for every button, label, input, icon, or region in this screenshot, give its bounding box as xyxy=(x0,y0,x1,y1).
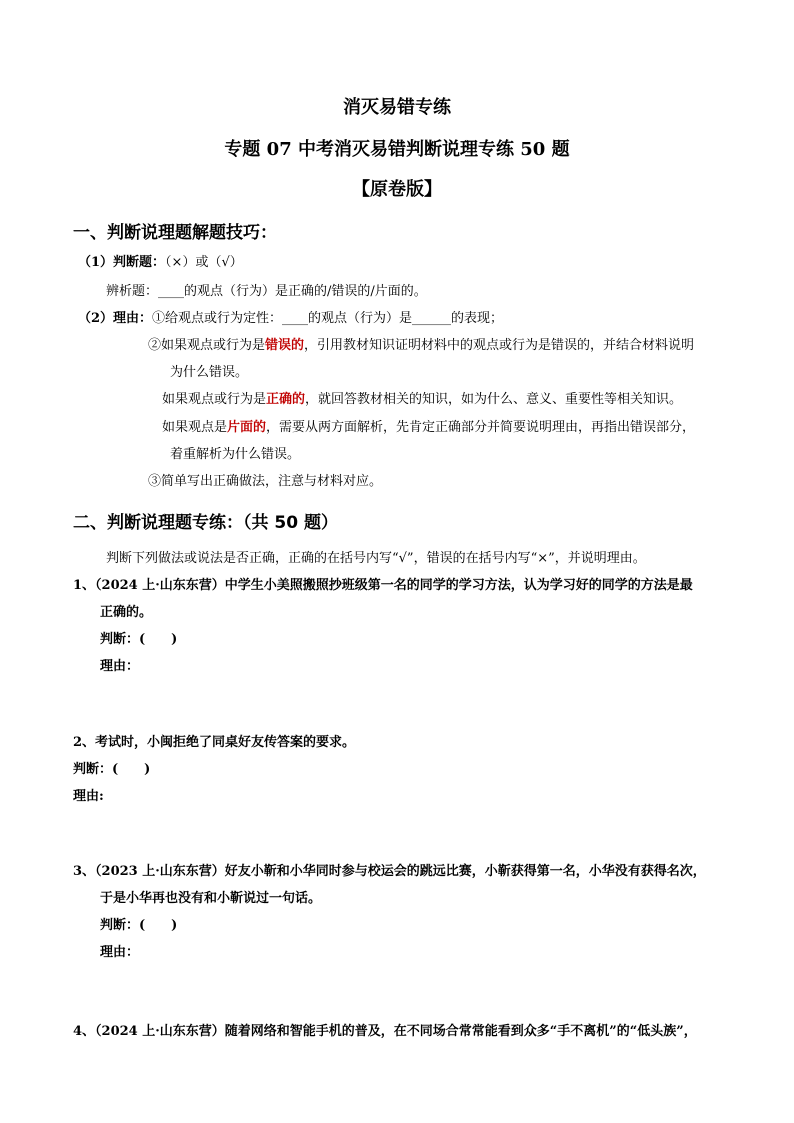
section2-heading: 二、判断说理题专练：（共 50 题） xyxy=(73,513,338,533)
doc-subtitle: 专题 07 中考消灭易错判断说理专练 50 题 xyxy=(224,139,570,160)
question-1-line1: 1、（2024 上·山东东营）中学生小美照搬照抄班级第一名的同学的学习方法，认为学习好的同学的方法是最 xyxy=(73,578,693,593)
question-3-judge: 判断：( ) xyxy=(100,918,178,933)
doc-title: 消灭易错专练 xyxy=(343,97,451,118)
section2-instruction: 判断下列做法或说法是否正确，正确的在括号内写“√”，错误的在括号内写“×”，并说明理由。 xyxy=(106,551,646,566)
s1-item2-p4 xyxy=(162,419,695,437)
p2-highlight: 错误的 xyxy=(265,338,305,353)
s1-item2-p3 xyxy=(162,391,682,409)
p3-post: ，就回答教材相关的知识，如为什么、意义、重要性等相关知识。 xyxy=(305,392,683,407)
s1-item2 xyxy=(78,310,503,328)
question-3-reason: 理由： xyxy=(100,945,140,960)
p4-post: ，需要从两方面解析，先肯定正确部分并简要说明理由，再指出错误部分， xyxy=(266,420,696,435)
question-4-line1: 4、（2024 上·山东东营）随着网络和智能手机的普及，在不同场合常常能看到众多“手不离机”的“低头族”， xyxy=(73,1024,697,1039)
question-2-line1: 2、考试时，小闽拒绝了同桌好友传答案的要求。 xyxy=(73,735,356,750)
section1-heading: 一、判断说理题解题技巧： xyxy=(73,223,277,243)
p2-pre: ②如果观点或行为是 xyxy=(148,338,266,353)
p2-post: ，引用教材知识证明材料中的观点或行为是错误的，并结合材料说明 xyxy=(304,338,695,353)
p3-pre: 如果观点或行为是 xyxy=(162,392,267,407)
s1-item1-text: （×）或（√） xyxy=(165,255,243,270)
s1-item2-p2 xyxy=(148,337,694,355)
s1-item2-label: （2）理由： xyxy=(78,311,153,326)
question-1-reason: 理由： xyxy=(100,659,140,674)
question-3-line1: 3、（2023 上·山东东营）好友小靳和小华同时参与校运会的跳远比赛，小靳获得第一名，小华没有获得名次， xyxy=(73,864,706,879)
p3-highlight: 正确的 xyxy=(266,392,306,407)
p4-highlight: 片面的 xyxy=(227,420,267,435)
s1-item2-p2-cont: 为什么错误。 xyxy=(170,365,249,380)
question-2-reason: 理由: xyxy=(73,789,104,804)
doc-edition: 【原卷版】 xyxy=(352,179,442,200)
question-2-judge: 判断：( ) xyxy=(73,762,151,777)
question-1-line2: 正确的。 xyxy=(100,605,153,620)
question-3-line2: 于是小华再也没有和小靳说过一句话。 xyxy=(100,891,322,906)
s1-item2-p5: ③简单写出正确做法，注意与材料对应。 xyxy=(148,474,383,489)
p4-pre: 如果观点是 xyxy=(162,420,228,435)
s1-item1 xyxy=(78,254,243,272)
s1-item1-line2: 辨析题：____的观点（行为）是正确的/错误的/片面的。 xyxy=(106,284,427,299)
s1-item2-text: ①给观点或行为定性：____的观点（行为）是______的表现； xyxy=(152,311,504,326)
question-1-judge: 判断：( ) xyxy=(100,632,178,647)
s1-item2-p4-cont: 着重解析为什么错误。 xyxy=(170,447,301,462)
s1-item1-label: （1）判断题： xyxy=(78,255,166,270)
